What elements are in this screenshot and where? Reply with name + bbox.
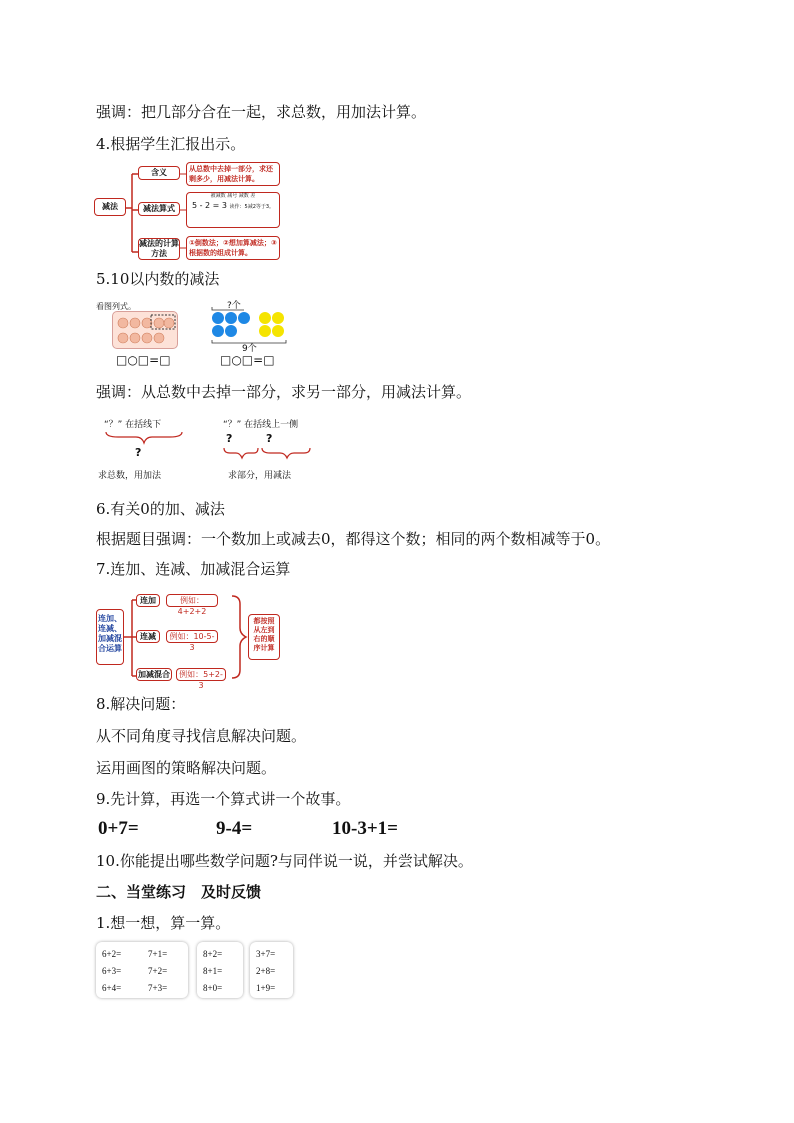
mixed-item-example: 例如：5+2-3	[176, 668, 226, 681]
practice-item: 7+1=	[148, 949, 168, 959]
answer-template-1: □○□=□	[116, 353, 171, 367]
story-equation: 0+7=	[98, 818, 139, 839]
emphasis-addition: 强调：把几部分合在一起，求总数，用加法计算。	[96, 103, 427, 121]
method-label-node: 减法的计算方法	[139, 239, 179, 258]
story-equation: 9-4=	[216, 818, 253, 839]
practice-card	[197, 942, 243, 998]
brace-left	[104, 430, 184, 446]
brace-right-question-1: ?	[226, 432, 233, 445]
practice-item: 2+8=	[256, 966, 276, 976]
meaning-label-node: 含义	[138, 166, 180, 180]
formula-terms: 被减数 减号 减数 差	[210, 193, 256, 199]
zero-rule: 根据题目强调：一个数加上或减去0，都得这个数；相同的两个数相减等于0。	[96, 530, 611, 548]
brace-right-caption: 求部分，用减法	[228, 471, 292, 481]
mixed-item-example: 例如：10-5-3	[166, 630, 218, 643]
formula-node	[186, 192, 280, 228]
meaning-text-node: 从总数中去掉一部分，求还剩多少，用减法计算。	[186, 162, 280, 186]
peach-icons	[113, 312, 177, 348]
item-7-heading: 7.连加、连减、加减混合运算	[96, 560, 291, 578]
mixed-item-label: 连加	[136, 594, 160, 607]
practice-item: 8+1=	[203, 966, 223, 976]
subtraction-root-node: 减法	[94, 198, 126, 216]
item-8-heading: 8.解决问题：	[96, 695, 186, 713]
practice-1-heading: 1.想一想，算一算。	[96, 914, 231, 932]
problem-solving-tip-1: 从不同角度寻找信息解决问题。	[96, 727, 307, 745]
practice-item: 6+3=	[102, 966, 122, 976]
mixed-item-example: 例如：4+2+2	[166, 594, 218, 607]
question-count-label: ?个	[227, 301, 241, 311]
mixed-root-node: 连加、连减、加减混合运算	[96, 609, 124, 665]
method-text-node: ①倒数法；②想加算减法；③根据数的组成计算。	[186, 236, 280, 260]
practice-card	[250, 942, 293, 998]
story-equation: 10-3+1=	[332, 818, 398, 839]
item-10-heading: 10.你能提出哪些数学问题?与同伴说一说，并尝试解决。	[96, 852, 473, 870]
item-9-heading: 9.先计算，再选一个算式讲一个故事。	[96, 790, 351, 808]
formula-reading: 读作：5减2等于3。	[229, 204, 275, 210]
item-4-heading: 4.根据学生汇报出示。	[96, 135, 246, 153]
problem-solving-tip-2: 运用画图的策略解决问题。	[96, 759, 277, 777]
item-5-heading: 5.10以内数的减法	[96, 270, 220, 288]
mixed-rule-node: 都按照从左到右的顺序计算	[248, 614, 280, 660]
formula-label-node: 减法算式	[138, 202, 180, 216]
mixed-operation-map	[94, 592, 284, 690]
practice-card	[96, 942, 188, 998]
peaches-picture	[112, 311, 178, 349]
practice-item: 3+7=	[256, 949, 276, 959]
item-6-heading: 6.有关0的加、减法	[96, 500, 225, 518]
look-and-write-caption: 看图列式。	[96, 302, 136, 311]
section-2-heading: 二、当堂练习 及时反馈	[96, 883, 262, 901]
brace-left-caption: 求总数，用加法	[98, 471, 162, 481]
practice-item: 6+4=	[102, 983, 122, 993]
practice-item: 6+2=	[102, 949, 122, 959]
practice-item: 1+9=	[256, 983, 276, 993]
brace-left-title: “？” 在括线下	[104, 420, 162, 430]
brace-right	[222, 446, 314, 462]
brace-right-question-2: ?	[266, 432, 273, 445]
brace-left-question: ?	[135, 446, 142, 459]
practice-item: 8+2=	[203, 949, 223, 959]
subtraction-mind-map	[94, 160, 294, 264]
total-count-label: 9个	[242, 344, 257, 354]
practice-item: 7+2=	[148, 966, 168, 976]
formula-expression: 5 - 2 = 3	[191, 201, 227, 210]
brace-right-title: “？” 在括线上一侧	[223, 420, 299, 430]
emphasis-subtraction: 强调：从总数中去掉一部分，求另一部分，用减法计算。	[96, 383, 472, 401]
answer-template-2: □○□=□	[220, 353, 275, 367]
practice-item: 8+0=	[203, 983, 223, 993]
practice-item: 7+3=	[148, 983, 168, 993]
mixed-item-label: 连减	[136, 630, 160, 643]
mixed-item-label: 加减混合	[138, 670, 170, 679]
